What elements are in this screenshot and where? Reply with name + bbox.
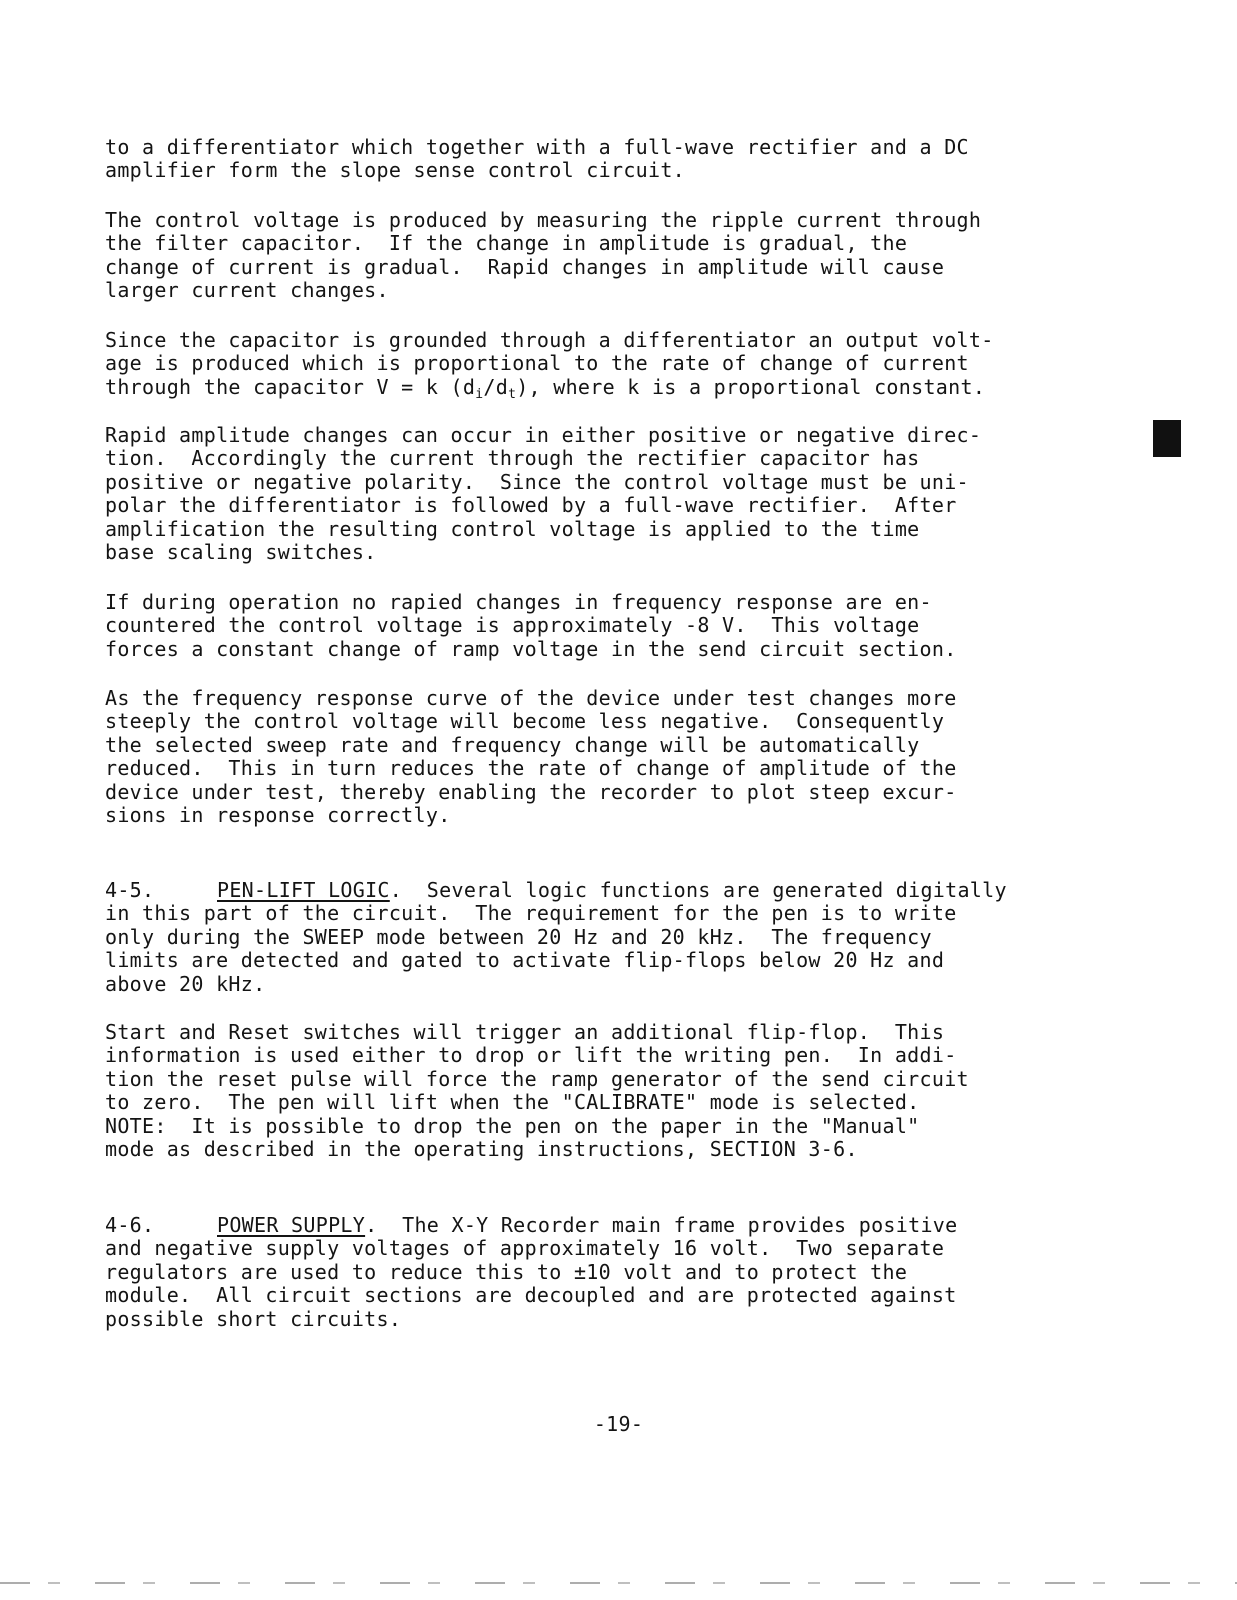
text-line: module. All circuit sections are decoupled and are protected against	[105, 1283, 957, 1308]
paragraph-control-voltage	[105, 209, 1065, 303]
section-number: 4-5.	[105, 878, 155, 902]
subscript-i: i	[475, 386, 484, 402]
text-line: Since the capacitor is grounded through a differentiator an output volt-	[105, 328, 994, 352]
text-line: change of current is gradual. Rapid changes in amplitude will cause	[105, 254, 945, 279]
text-line: age is produced which is proportional to the rate of change of current	[105, 351, 969, 376]
section-number: 4-6.	[105, 1213, 155, 1237]
text-line: device under test, thereby enabling the recorder to plot steep excur-	[105, 779, 957, 804]
text-line: positive or negative polarity. Since the control voltage must be uni-	[105, 469, 969, 494]
scan-edge-artifact	[0, 1582, 1237, 1584]
text-line: in this part of the circuit. The requirement for the pen is to write	[105, 901, 957, 926]
text-segment: . The X-Y Recorder main frame provides positive	[365, 1213, 958, 1237]
text-line: base scaling switches.	[105, 540, 377, 565]
formula-line	[105, 376, 1065, 406]
subscript-t: t	[508, 386, 517, 402]
formula-text: ), where k is a proportional constant.	[516, 374, 986, 399]
text-line: mode as described in the operating instructions, SECTION 3-6.	[105, 1137, 858, 1162]
margin-change-bar	[1153, 420, 1181, 457]
text-line: reduced. This in turn reduces the rate of change of amplitude of the	[105, 756, 957, 781]
page-number: -19-	[593, 1412, 644, 1436]
text-line: The control voltage is produced by measuring the ripple current through	[105, 208, 982, 232]
text-line: forces a constant change of ramp voltage in the send circuit section.	[105, 636, 957, 661]
text-line: only during the SWEEP mode between 20 Hz and 20 kHz. The frequency	[105, 924, 932, 949]
text-line: the filter capacitor. If the change in amplitude is gradual, the	[105, 231, 908, 256]
text-line: NOTE: It is possible to drop the pen on the paper in the "Manual"	[105, 1113, 920, 1138]
text-line: tion. Accordingly the current through the rectifier capacitor has	[105, 446, 920, 471]
text-line: larger current changes.	[105, 278, 389, 303]
section-heading: PEN-LIFT LOGIC	[217, 878, 390, 902]
text-line: information is used either to drop or lift the writing pen. In addi-	[105, 1043, 957, 1068]
text-line: tion the reset pulse will force the ramp generator of the send circuit	[105, 1066, 969, 1091]
section-pen-lift-logic	[105, 879, 1065, 996]
text-line: above 20 kHz.	[105, 971, 266, 996]
text-line: to zero. The pen will lift when the "CALIBRATE" mode is selected.	[105, 1090, 920, 1115]
text-line: steeply the control voltage will become less negative. Consequently	[105, 709, 945, 734]
section-power-supply	[105, 1214, 1065, 1331]
text-line: possible short circuits.	[105, 1306, 402, 1331]
paragraph-slope-sense	[105, 136, 1065, 183]
formula-text: /d	[483, 374, 509, 399]
formula-text: through the capacitor V = k (d	[105, 374, 476, 399]
section-heading-line	[105, 879, 1065, 902]
text-line: and negative supply voltages of approximately 16 volt. Two separate	[105, 1236, 945, 1261]
text-line: countered the control voltage is approximately -8 V. This voltage	[105, 613, 920, 638]
text-line: sions in response correctly.	[105, 803, 451, 828]
text-line: Start and Reset switches will trigger an additional flip-flop. This	[105, 1020, 945, 1044]
text-line: the selected sweep rate and frequency change will be automatically	[105, 732, 920, 757]
text-line: amplifier form the slope sense control circuit.	[105, 158, 686, 183]
paragraph-differentiator-output	[105, 329, 1065, 406]
text-line: to a differentiator which together with a full-wave rectifier and a DC	[105, 135, 969, 159]
text-segment: . Several logic functions are generated digitally	[389, 878, 1007, 902]
paragraph-frequency-response	[105, 687, 1065, 827]
text-line: polar the differentiator is followed by a full-wave rectifier. After	[105, 493, 957, 518]
paragraph-rapid-amplitude	[105, 424, 1065, 564]
text-line: regulators are used to reduce this to ±10 volt and to protect the	[105, 1259, 908, 1284]
text-line: Rapid amplitude changes can occur in either positive or negative direc-	[105, 423, 982, 447]
section-heading: POWER SUPPLY	[217, 1213, 366, 1237]
paragraph-start-reset	[105, 1021, 1065, 1161]
text-line: If during operation no rapied changes in frequency response are en-	[105, 590, 932, 614]
section-heading-line	[105, 1214, 1065, 1237]
text-line: amplification the resulting control voltage is applied to the time	[105, 516, 920, 541]
text-line: limits are detected and gated to activate flip-flops below 20 Hz and	[105, 948, 945, 973]
text-line: As the frequency response curve of the device under test changes more	[105, 686, 957, 710]
paragraph-operation	[105, 591, 1065, 661]
